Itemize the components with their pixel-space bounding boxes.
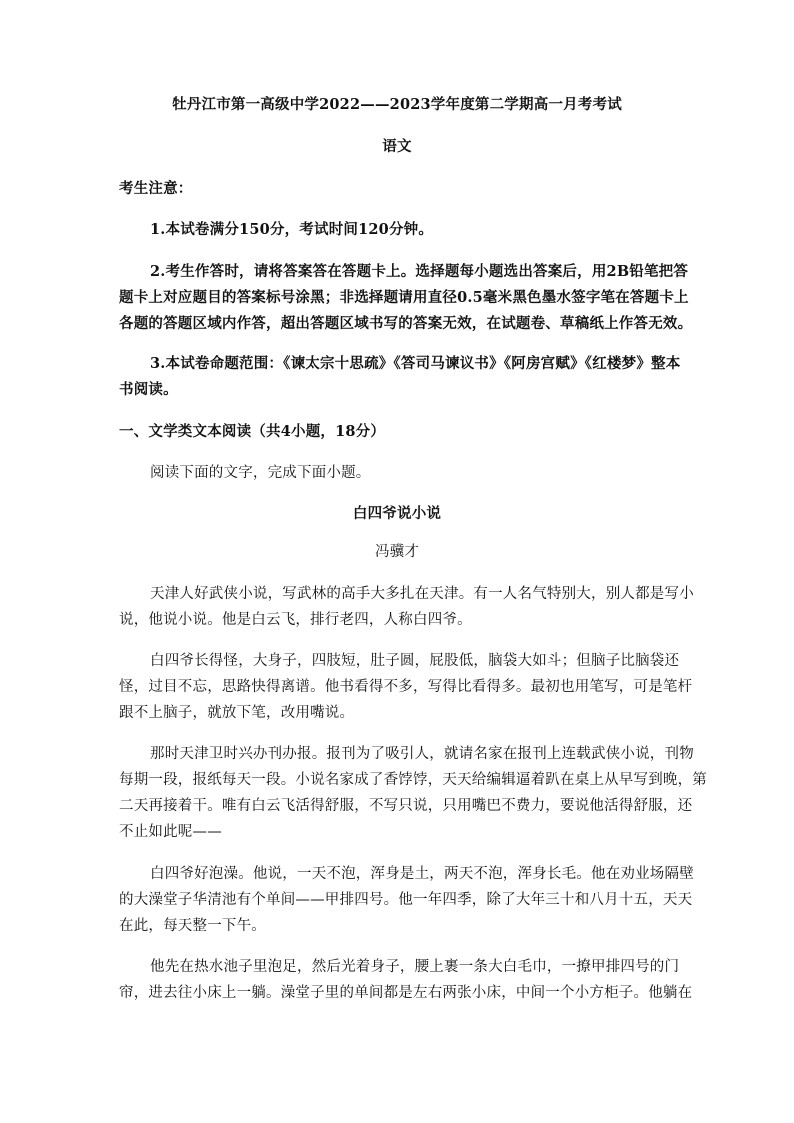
paragraph-3-line-2: 每期一段，报纸每天一段。小说名家成了香饽饽，天天给编辑逼着趴在桌上从早写到晚，第 [119,772,707,788]
paragraph-5-line-2: 帘，进去往小床上一躺。澡堂子里的单间都是左右两张小床，中间一个小方柜子。他躺在 [119,985,693,1001]
notice-item-3-line-2: 书阅读。 [119,381,178,398]
section-heading: 一、文学类文本阅读（共4小题，18分） [119,423,386,440]
paragraph-1-line-1: 天津人好武侠小说，写武林的高手大多扎在天津。有一人名气特别大，别人都是写小 [150,586,694,602]
subject-title: 语文 [382,138,412,155]
notice-item-2-line-2: 题卡上对应题目的答案标号涂黑；非选择题请用直径0.5毫米黑色墨水签字笔在答题卡上 [119,289,689,306]
paragraph-3-line-4: 不止如此呢—— [119,824,222,840]
paragraph-1-line-2: 说，他说小说。他是白云飞，排行老四，人称白四爷。 [119,612,472,628]
notice-item-3-line-1: 3.本试卷命题范围：《谏太宗十思疏》《答司马谏议书》《阿房宫赋》《红楼梦》整本 [150,355,681,372]
paragraph-2-line-2: 怪，过目不忘，思路快得离谱。他书看得不多，写得比看得多。最初也用笔写，可是笔杆 [119,679,693,695]
paragraph-4-line-2: 的大澡堂子华清池有个单间——甲排四号。他一年四季，除了大年三十和八月十五，天天 [119,892,693,908]
paragraph-3-line-1: 那时天津卫时兴办刊办报。报刊为了吸引人，就请名家在报刊上连载武侠小说，刊物 [150,746,694,762]
notice-item-2-line-1: 2.考生作答时，请将答案答在答题卡上。选择题每小题选出答案后，用2B铅笔把答 [150,263,689,280]
story-author: 冯骥才 [374,544,420,560]
notice-item-2-line-3: 各题的答题区域内作答，超出答题区域书写的答案无效，在试题卷、草稿纸上作答无效。 [119,315,693,332]
paragraph-4-line-3: 在此，每天整一下午。 [119,918,266,934]
notice-heading: 考生注意： [119,180,193,197]
paragraph-4-line-1: 白四爷好泡澡。他说，一天不泡，浑身是土，两天不泡，浑身长毛。他在劝业场隔壁 [150,866,694,882]
exam-title: 牡丹江市第一高级中学2022——2023学年度第二学期高一月考考试 [172,96,622,113]
paragraph-2-line-1: 白四爷长得怪，大身子，四肢短，肚子圆，屁股低，脑袋大如斗；但脑子比脑袋还 [150,653,680,669]
paragraph-2-line-3: 跟不上脑子，就放下笔，改用嘴说。 [119,705,355,721]
paragraph-5-line-1: 他先在热水池子里泡足，然后光着身子，腰上裹一条大白毛巾，一撩甲排四号的门 [150,959,680,975]
story-title: 白四爷说小说 [352,505,442,522]
notice-item-1: 1.本试卷满分150分，考试时间120分钟。 [150,221,434,238]
section-instruction: 阅读下面的文字，完成下面小题。 [150,465,371,481]
paragraph-3-line-3: 二天再接着干。唯有白云飞活得舒服，不写只说，只用嘴巴不费力，要说他活得舒服，还 [119,798,693,814]
